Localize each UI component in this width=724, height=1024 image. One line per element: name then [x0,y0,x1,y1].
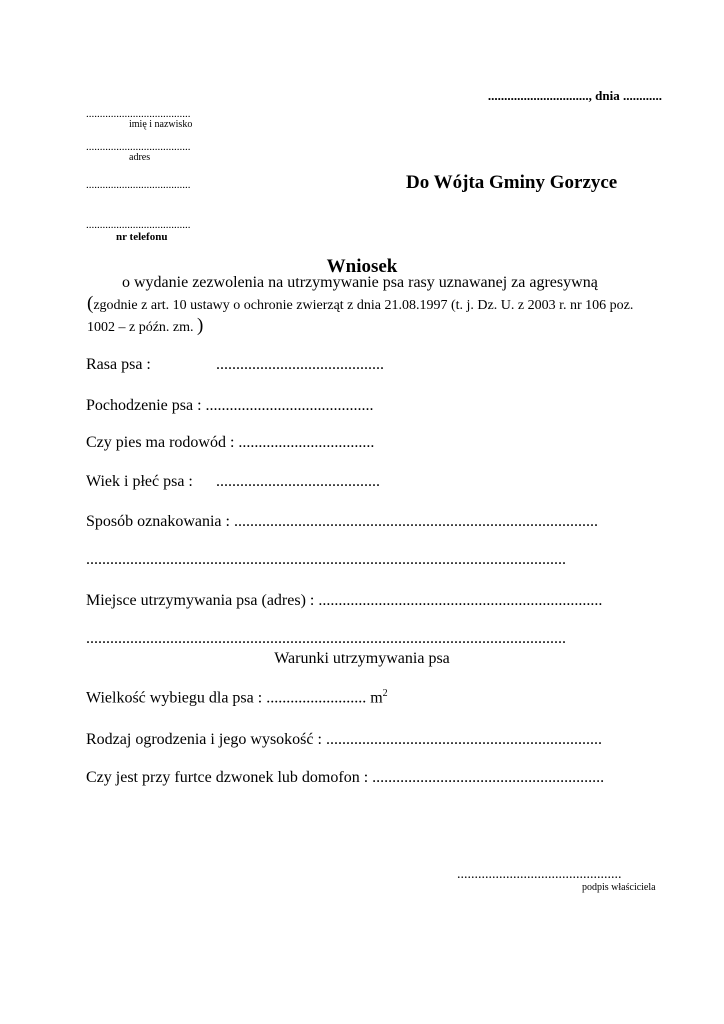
breed-label: Rasa psa : [86,356,151,373]
pedigree-field: Czy pies ma rodowód : .................................. [86,434,375,451]
address-caption: adres [129,152,151,163]
run-size-field [86,688,388,707]
conditions-heading: Warunki utrzymywania psa [274,650,450,667]
phone-caption: nr telefonu [116,231,168,243]
name-caption: imię i nazwisko [129,119,193,130]
location-continuation: ........................................................................................................................ [86,630,566,647]
location-field: Miejsce utrzymywania psa (adres) : ....................................................................... [86,592,603,609]
breed-dots: .......................................... [216,356,384,373]
origin-field: Pochodzenie psa : .......................................... [86,397,374,414]
fence-field: Rodzaj ogrodzenia i jego wysokość : ..................................................................... [86,731,602,748]
document-subtitle: o wydanie zezwolenia na utrzymywanie psa rasy uznawanej za agresywną [122,274,598,291]
legal-text-line2: 1002 – z późn. zm. [87,320,194,335]
marking-field: Sposób oznakowania : ........................................................................................... [86,513,598,530]
address-field-dots: ...................................... [86,141,191,153]
run-size-text: Wielkość wybiegu dla psa : ......................... m [86,689,383,707]
close-paren: ) [197,315,204,336]
name-field-dots: ...................................... [86,108,191,120]
signature-dots: ............................................... [457,867,622,882]
date-line: ..............................., dnia ............ [487,88,662,103]
age-sex-label: Wiek i płeć psa : [86,473,193,490]
open-paren: ( [87,293,94,314]
addressee: Do Wójta Gminy Gorzyce [406,172,618,193]
legal-text-line1: zgodnie z art. 10 ustawy o ochronie zwierząt z dnia 21.08.1997 (t. j. Dz. U. z 2003 r. nr 106 poz. [93,298,634,313]
legal-basis-line1 [87,293,633,315]
legal-basis-line2 [87,315,203,337]
age-sex-dots: ......................................... [216,473,380,490]
phone-field-dots: ...................................... [86,219,191,231]
doorbell-field: Czy jest przy furtce dzwonek lub domofon : .......................................................... [86,769,605,786]
address2-field-dots: ...................................... [86,179,191,191]
run-size-unit-exponent: 2 [382,688,388,699]
marking-continuation: ........................................................................................................................ [86,551,566,568]
signature-caption: podpis właściciela [582,882,656,893]
document-title: Wniosek [326,256,398,277]
